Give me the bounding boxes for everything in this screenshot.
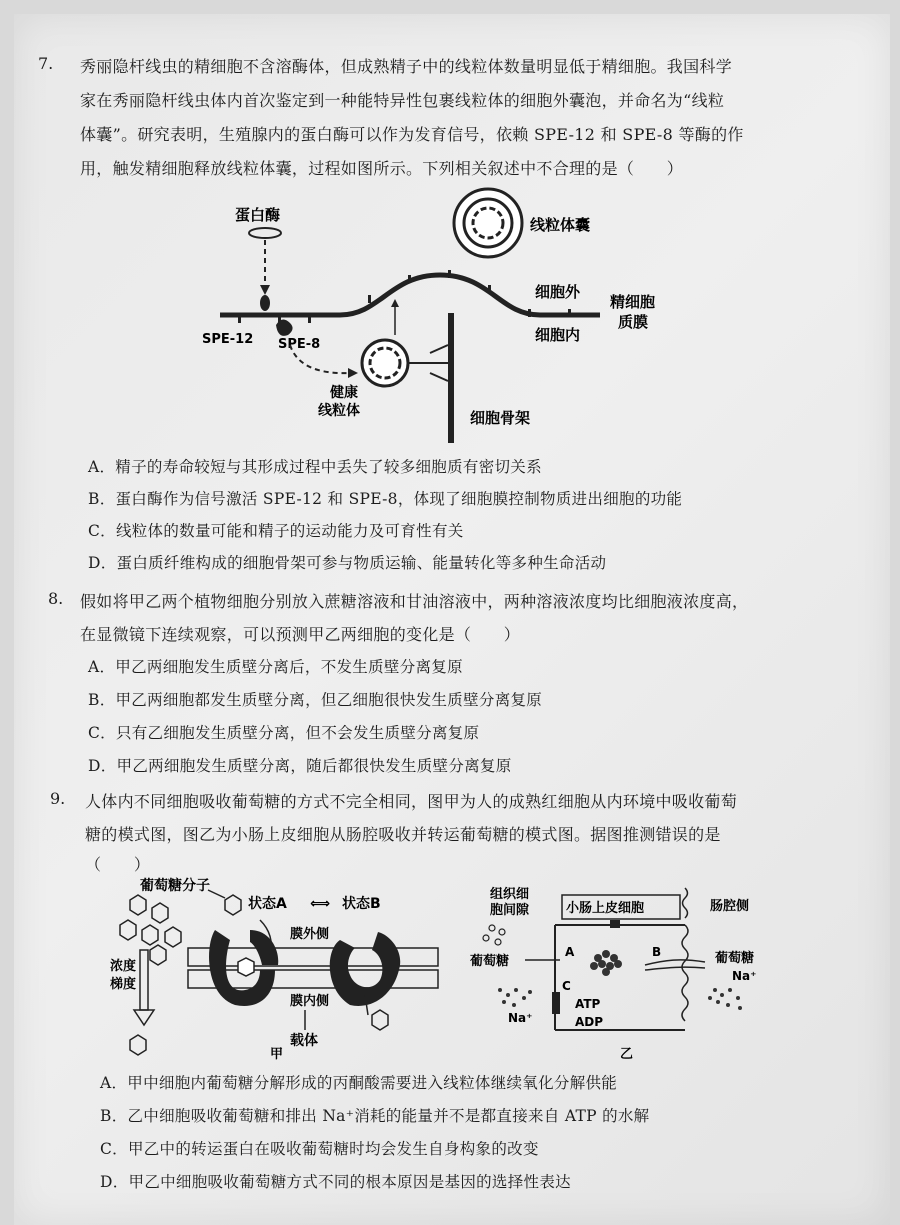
state-b-label: 状态B [342,896,381,912]
question-number: 7. [38,54,54,73]
na-dots-right [708,988,742,1010]
carrier-protein-b [330,932,400,1006]
spe8-icon [276,319,293,335]
option-b: B．乙中细胞吸收葡萄糖和排出 Na⁺消耗的能量并不是都直接来自 ATP 的水解 [100,1107,650,1125]
option-a: A．甲中细胞内葡萄糖分解形成的丙酮酸需要进入线粒体继续氧化分解供能 [100,1074,618,1092]
atp-label: ATP [575,997,601,1011]
option-d: D．甲乙两细胞发生质壁分离，随后都很快发生质壁分离复原 [88,757,512,775]
question-text-line: 用，触发精细胞释放线粒体囊，过程如图所示。下列相关叙述中不合理的是（ ） [80,159,684,178]
glucose-cluster [590,950,622,976]
question-number: 9. [50,789,66,808]
inner-side-label: 膜内侧 [290,994,330,1009]
gradient-label: 梯度 [110,977,137,992]
option-d: D．甲乙中细胞吸收葡萄糖方式不同的根本原因是基因的选择性表达 [100,1173,571,1191]
healthy-label: 健康 [330,385,358,401]
carrier-label: 载体 [290,1033,318,1049]
na-dots-left [498,988,532,1007]
transporter-c-label: C [562,979,571,993]
glucose-left-label: 葡萄糖 [470,954,510,969]
option-c: C．只有乙细胞发生质壁分离，但不会发生质壁分离复原 [88,724,480,742]
mito-sac-label: 线粒体囊 [530,216,591,234]
spe12-label: SPE-12 [202,332,254,347]
inside-label: 细胞内 [535,326,581,344]
spe8-label: SPE-8 [278,337,321,352]
spe12-icon [260,295,270,311]
membrane-label: 精细胞 [610,293,656,311]
question-number: 8. [48,589,64,608]
question-text-line: （ ） [85,855,151,874]
cytoskeleton-bar [448,313,454,443]
adp-label: ADP [575,1015,604,1029]
option-b: B．甲乙两细胞都发生质壁分离，但乙细胞很快发生质壁分离复原 [88,691,543,709]
mitochondria-sac-figure [190,185,710,445]
question-text-line: 体囊”。研究表明，生殖腺内的蛋白酶可以作为发育信号，依赖 SPE-12 和 SPE-8 等酶的作 [80,125,744,144]
outside-label: 细胞外 [535,283,581,301]
question-text-line: 假如将甲乙两个植物细胞分别放入蔗糖溶液和甘油溶液中，两种溶液浓度均比细胞液浓度高， [80,592,749,611]
state-a-label: 状态A [248,896,287,912]
option-c: C．甲乙中的转运蛋白在吸收葡萄糖时均会发生自身构象的改变 [100,1140,539,1158]
cytoskeleton-label: 细胞骨架 [470,409,531,427]
epithelial-cell-label: 小肠上皮细胞 [566,901,645,916]
membrane-label: 质膜 [618,313,649,331]
protease-label: 蛋白酶 [235,206,281,224]
glucose-right-label: 葡萄糖 [715,951,755,966]
question-text-line: 家在秀丽隐杆线虫体内首次鉴定到一种能特异性包裹线粒体的细胞外囊泡，并命名为“线粒 [80,91,725,110]
figure-yi [470,880,800,1060]
protease-icon [249,228,281,238]
question-text-line: 秀丽隐杆线虫的精细胞不含溶酶体，但成熟精子中的线粒体数量明显低于精细胞。我国科学 [80,57,733,76]
microvilli-edge [682,925,688,1021]
option-a: A．甲乙两细胞发生质壁分离后，不发生质壁分离复原 [88,658,463,676]
glucose-molecule-label: 葡萄糖分子 [140,878,210,894]
na-left-label: Na⁺ [508,1011,533,1025]
option-d: D．蛋白质纤维构成的细胞骨架可参与物质运输、能量转化等多种生命活动 [88,554,607,572]
transporter-b-label: B [652,945,662,959]
state-b-arrow: ⟺ [310,896,331,912]
option-b: B．蛋白酶作为信号激活 SPE-12 和 SPE-8，体现了细胞膜控制物质进出细胞的功能 [88,490,683,508]
option-c: C．线粒体的数量可能和精子的运动能力及可育性有关 [88,522,464,540]
na-right-label: Na⁺ [732,969,757,983]
question-text-line: 在显微镜下连续观察，可以预测甲乙两细胞的变化是（ ） [80,625,521,644]
figure-caption-yi: 乙 [620,1047,634,1060]
gradient-label: 浓度 [110,959,137,974]
figure-jia [110,870,450,1060]
transporter-a-label: A [565,945,575,959]
option-a: A．精子的寿命较短与其形成过程中丢失了较多细胞质有密切关系 [88,458,542,476]
tissue-gap-label: 胞间隙 [490,903,530,918]
outer-side-label: 膜外侧 [290,927,330,942]
question-text-line: 糖的模式图，图乙为小肠上皮细胞从肠腔吸收并转运葡萄糖的模式图。据图推测错误的是 [85,825,721,844]
healthy-label: 线粒体 [318,403,360,419]
tissue-gap-label: 组织细 [490,887,530,902]
question-text-line: 人体内不同细胞吸收葡萄糖的方式不完全相同，图甲为人的成熟红细胞从内环境中吸收葡萄 [85,792,738,811]
lumen-label: 肠腔侧 [710,899,750,914]
figure-caption-jia: 甲 [270,1047,284,1060]
